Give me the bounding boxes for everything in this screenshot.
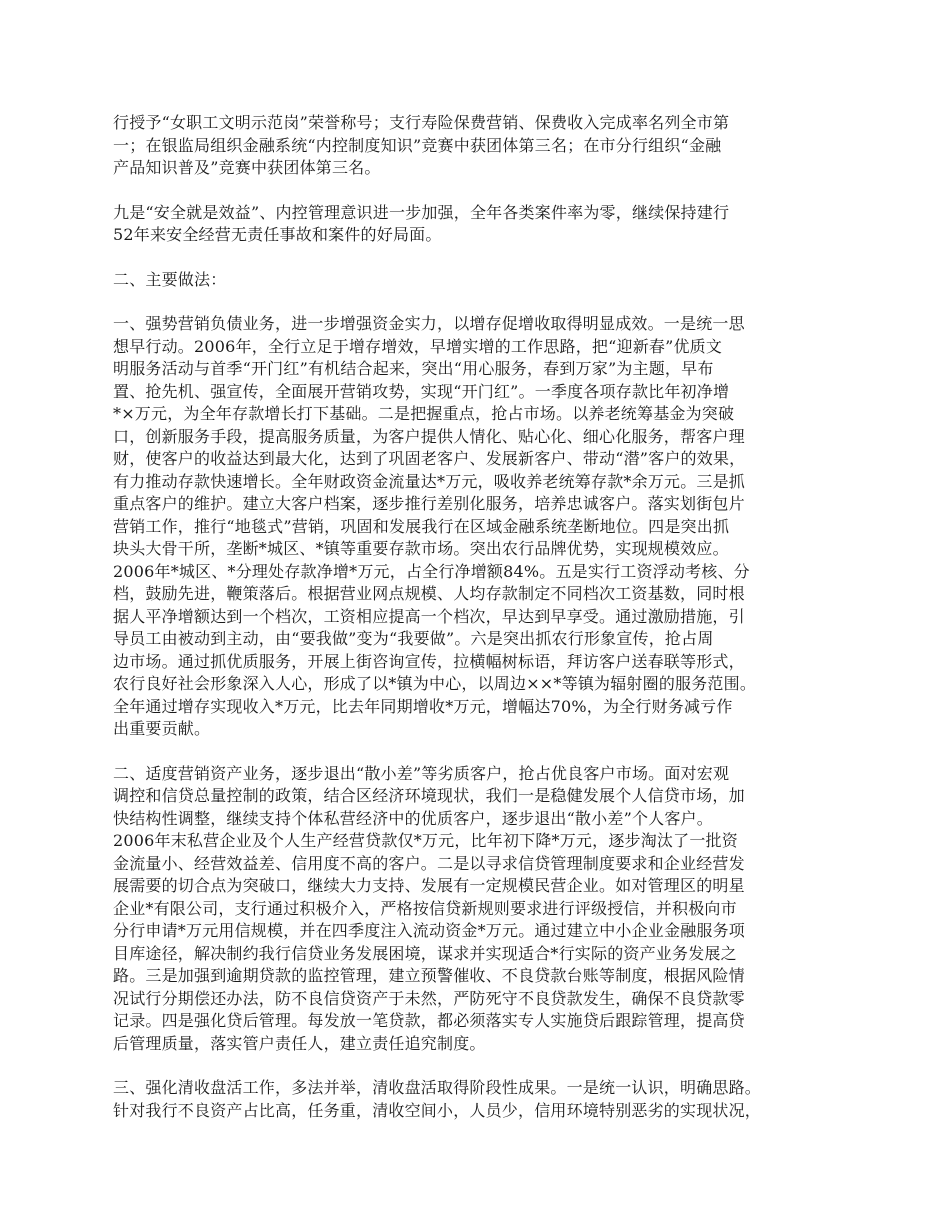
text-line: 二、主要做法： [113, 269, 227, 289]
text-line: 有力推动存款快速增长。全年财政资金流量达*万元，吸收养老统筹存款*余万元。三是抓 [113, 471, 746, 491]
text-line: 块头大骨干所，垄断*城区、*镇等重要存款市场。突出农行品牌优势，实现规模效应。 [113, 539, 729, 558]
text-line: 据人平净增额达到一个档次，工资相应提高一个档次，早达到早享受。通过激励措施，引 [113, 606, 745, 626]
text-line: 营销工作，推行“地毯式”营销，巩固和发展我行在区域金融系统垄断地位。四是突出抓 [113, 516, 730, 536]
text-line: 想早行动。2006年，全行立足于增存增效，早增实增的工作思路，把“迎新春”优质文 [113, 336, 723, 356]
text-line: 2006年末私营企业及个人生产经营贷款仅*万元，比年初下降*万元，逐步淘汰了一批资 [113, 831, 738, 850]
text-line: 农行良好社会形象深入人心，形成了以*镇为中心，以周边××*等镇为辐射圈的服务范围。 [113, 674, 757, 693]
text-line: 产品知识普及”竞赛中获团体第三名。 [113, 158, 381, 177]
text-line: 重点客户的维护。建立大客户档案，逐步推行差别化服务，培养忠诚客户。落实划街包片 [113, 494, 745, 513]
text-line: 企业*有限公司，支行通过积极介入，严格按信贷新规则要求进行评级授信，并积极向市 [113, 898, 737, 918]
text-line: 导员工由被动到主动，由“要我做”变为“我要做”。六是突出抓农行形象宣传，抢占周 [113, 629, 714, 648]
text-line: 展需要的切合点为突破口，继续大力支持、发展有一定规模民营企业。如对管理区的明星 [113, 876, 745, 895]
text-line: 针对我行不良资产占比高，任务重，清收空间小，人员少，信用环境特别恶劣的实现状况， [113, 1100, 762, 1120]
text-line: 九是“安全就是效益”、内控管理意识进一步加强，全年各类案件率为零，继续保持建行 [113, 202, 730, 222]
text-line: 路。三是加强到逾期贷款的监控管理，建立预警催收、不良贷款台账等制度，根据风险情 [113, 966, 745, 985]
paragraph [113, 763, 850, 1056]
text-line: 况试行分期偿还办法，防不良信贷资产于未然，严防死守不良贷款发生，确保不良贷款零 [113, 988, 745, 1008]
text-line: 金流量小、经营效益差、信用度不高的客户。二是以寻求信贷管理制度要求和企业经营发 [113, 853, 745, 873]
paragraph [113, 1077, 850, 1122]
paragraph [113, 112, 850, 180]
text-line: 财，使客户的收益达到最大化，达到了巩固老客户、发展新客户、带动“潜”客户的效果， [113, 449, 746, 468]
text-line: 一；在银监局组织金融系统“内控制度知识”竞赛中获团体第三名；在市分行组织“金融 [113, 135, 722, 155]
text-line: 全年通过增存实现收入*万元，比去年同期增收*万元，增幅达70%，为全行财务减亏作 [113, 696, 733, 716]
text-line: 一、强势营销负债业务，进一步增强资金实力，以增存促增收取得明显成效。一是统一思 [113, 314, 745, 333]
text-line: 口，创新服务手段，提高服务质量，为客户提供人情化、贴心化、细心化服务，帮客户理 [113, 426, 745, 446]
document-page [113, 112, 850, 1144]
text-line: 记录。四是强化贷后管理。每发放一笔贷款，都必须落实专人实施贷后跟踪管理，提高贷 [113, 1011, 745, 1030]
paragraph [113, 269, 850, 292]
text-line: 52年来安全经营无责任事故和案件的好局面。 [113, 225, 442, 244]
text-line: 2006年*城区、*分理处存款净增*万元，占全行净增额84%。五是实行工资浮动考核、分 [113, 561, 750, 581]
text-line: 后管理质量，落实管户责任人，建立责任追究制度。 [113, 1033, 486, 1053]
text-line: 档，鼓励先进，鞭策落后。根据营业网点规模、人均存款制定不同档次工资基数，同时根 [113, 584, 745, 603]
text-line: 行授予“女职工文明示范岗”荣誉称号；支行寿险保费营销、保费收入完成率名列全市第 [113, 113, 730, 132]
text-line: 出重要贡献。 [113, 719, 211, 738]
text-line: 二、适度营销资产业务，逐步退出“散小差”等劣质客户，抢占优良客户市场。面对宏观 [113, 763, 730, 783]
paragraph [113, 202, 850, 247]
text-line: 三、强化清收盘活工作，多法并举，清收盘活取得阶段性成果。一是统一认识，明确思路。 [113, 1078, 762, 1097]
text-line: 目库途径，解决制约我行信贷业务发展困境，谋求并实现适合*行实际的资产业务发展之 [113, 943, 737, 963]
text-line: *×万元，为全年存款增长打下基础。二是把握重点，抢占市场。以养老统筹基金为突破 [113, 404, 735, 423]
text-line: 调控和信贷总量控制的政策，结合区经济环境现状，我们一是稳健发展个人信贷市场，加 [113, 786, 745, 805]
text-line: 快结构性调整，继续支持个体私营经济中的优质客户，逐步退出“散小差”个人客户。 [113, 808, 713, 828]
text-line: 明服务活动与首季“开门红”有机结合起来，突出“用心服务，春到万家”为主题，早布 [113, 359, 714, 378]
text-line: 分行申请*万元用信规模，并在四季度注入流动资金*万元。通过建立中小企业金融服务项 [113, 921, 746, 940]
text-line: 置、抢先机、强宣传，全面展开营销攻势，实现“开门红”。一季度各项存款比年初净增 [113, 381, 730, 401]
text-line: 边市场。通过抓优质服务，开展上街咨询宣传，拉横幅树标语，拜访客户送春联等形式， [113, 651, 745, 671]
paragraph [113, 313, 850, 741]
